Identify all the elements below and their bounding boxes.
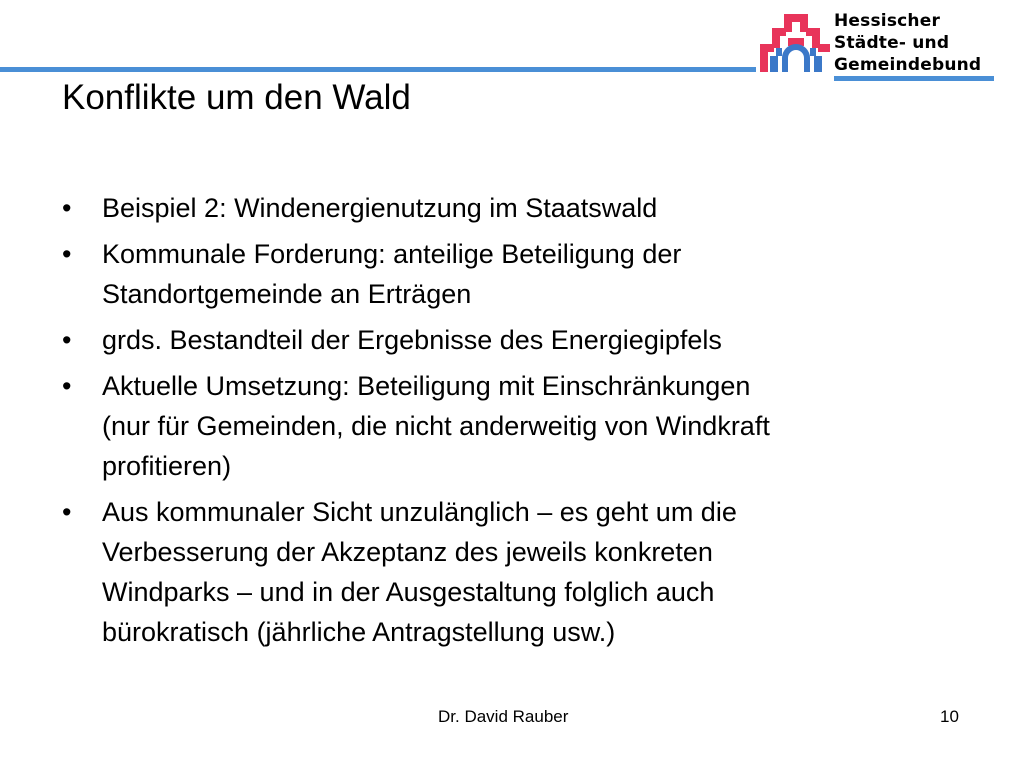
bullet-line: Beispiel 2: Windenergienutzung im Staatswald [102, 193, 658, 223]
city-skyline-logo-icon [752, 8, 832, 76]
bullet-line: bürokratisch (jährliche Antragstellung usw.) [102, 617, 616, 647]
logo-underline [834, 76, 994, 81]
bullet-item [62, 320, 962, 360]
bullet-line: (nur für Gemeinden, die nicht anderweitig von Windkraft [102, 411, 770, 441]
bullet-dot-icon: • [62, 371, 72, 401]
bullet-line: Standortgemeinde an Erträgen [102, 279, 472, 309]
logo-line-1: Hessischer [834, 11, 941, 31]
page-number: 10 [940, 707, 959, 726]
bullet-line: Aus kommunaler Sicht unzulänglich – es geht um die [102, 497, 737, 527]
logo-line-3: Gemeindebund [834, 55, 982, 75]
bullet-list [62, 188, 962, 658]
footer-author: Dr. David Rauber [438, 707, 569, 726]
logo [752, 8, 1002, 76]
header-rule [0, 67, 756, 72]
bullet-line: Windparks – und in der Ausgestaltung folglich auch [102, 577, 715, 607]
bullet-item [62, 188, 962, 228]
bullet-item [62, 234, 962, 314]
bullet-line: profitieren) [102, 451, 232, 481]
bullet-dot-icon: • [62, 193, 72, 223]
logo-text [834, 10, 981, 76]
bullet-item [62, 366, 962, 486]
bullet-dot-icon: • [62, 497, 72, 527]
bullet-dot-icon: • [62, 325, 72, 355]
slide-title: Konflikte um den Wald [62, 78, 411, 117]
bullet-line: Verbesserung der Akzeptanz des jeweils konkreten [102, 537, 713, 567]
bullet-dot-icon: • [62, 239, 72, 269]
bullet-line: Aktuelle Umsetzung: Beteiligung mit Einschränkungen [102, 371, 751, 401]
bullet-line: grds. Bestandteil der Ergebnisse des Energiegipfels [102, 325, 722, 355]
bullet-item [62, 492, 962, 652]
bullet-line: Kommunale Forderung: anteilige Beteiligung der [102, 239, 682, 269]
logo-line-2: Städte- und [834, 33, 950, 53]
